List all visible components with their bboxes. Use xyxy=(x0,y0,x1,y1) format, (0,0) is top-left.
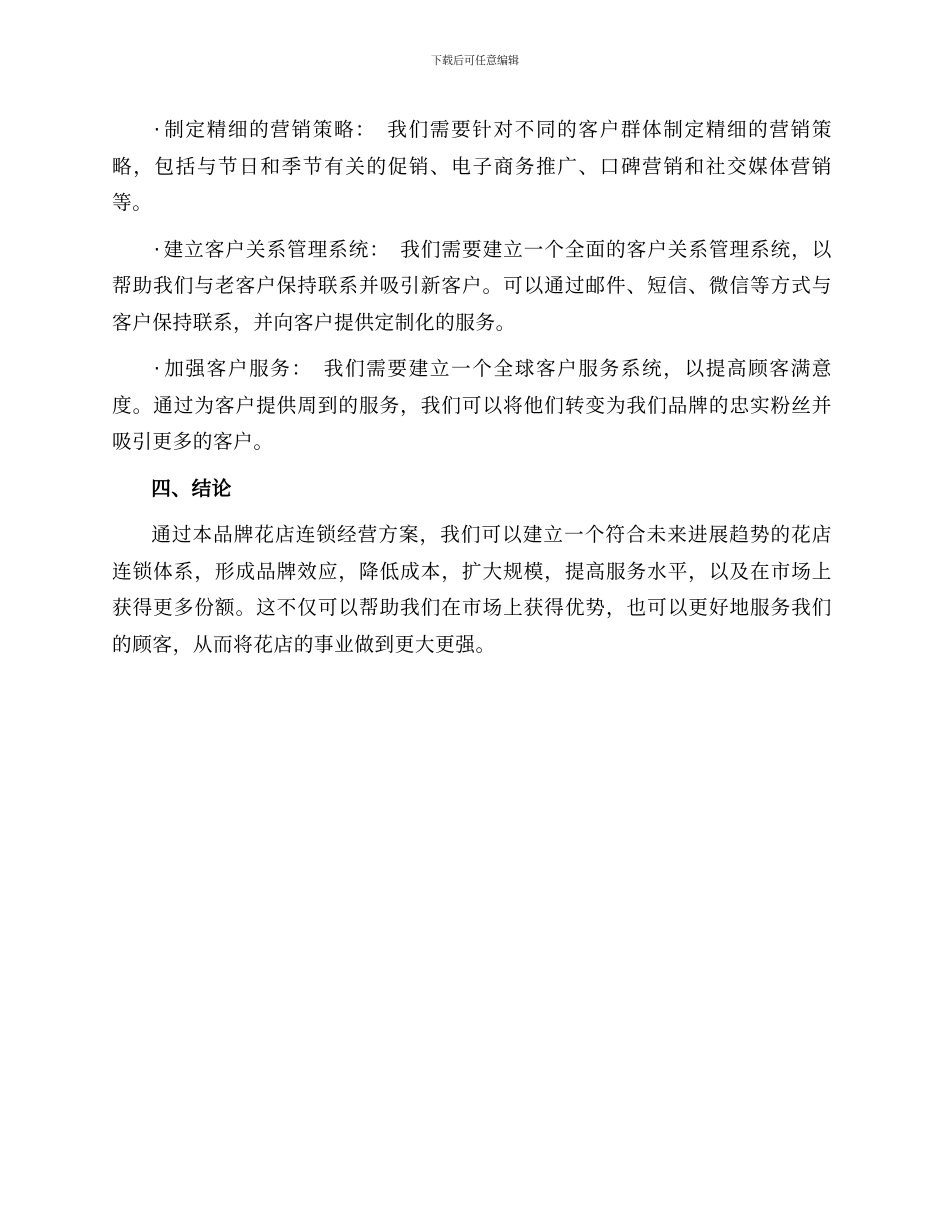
bullet-text: 我们需要针对不同的客户群体制定精细的营销策略，包括与节日和季节有关的促销、电子商务推广、口碑营销和社交媒体营销等。 xyxy=(112,118,832,214)
bullet-label: 加强客户服务： xyxy=(163,357,313,380)
conclusion-paragraph: 通过本品牌花店连锁经营方案，我们可以建立一个符合未来进展趋势的花店连锁体系，形成品牌效应，降低成本，扩大规模，提高服务水平，以及在市场上获得更多份额。这不仅可以帮助我们在市场上获得优势，也可以更好地服务我们的顾客，从而将花店的事业做到更大更强。 xyxy=(112,523,832,656)
bullet-marker: · xyxy=(153,118,161,141)
bullet-paragraph-crm-system xyxy=(112,232,832,342)
bullet-marker: · xyxy=(153,357,161,380)
bullet-paragraph-customer-service xyxy=(112,351,832,461)
page-header: 下载后可任意编辑 xyxy=(431,54,519,67)
bullet-label: 制定精细的营销策略： xyxy=(163,118,377,141)
bullet-marker: · xyxy=(153,237,161,261)
section-heading-conclusion: 四、结论 xyxy=(151,476,232,500)
document-body xyxy=(112,112,832,673)
bullet-label: 建立客户关系管理系统： xyxy=(163,237,390,261)
bullet-text: 我们需要建立一个全球客户服务系统，以提高顾客满意度。通过为客户提供周到的服务，我们可以将他们转变为我们品牌的忠实粉丝并吸引更多的客户。 xyxy=(112,357,832,453)
bullet-text: 我们需要建立一个全面的客户关系管理系统，以帮助我们与老客户保持联系并吸引新客户。可以通过邮件、短信、微信等方式与客户保持联系，并向客户提供定制化的服务。 xyxy=(112,237,832,334)
bullet-paragraph-marketing-strategy xyxy=(112,112,832,222)
